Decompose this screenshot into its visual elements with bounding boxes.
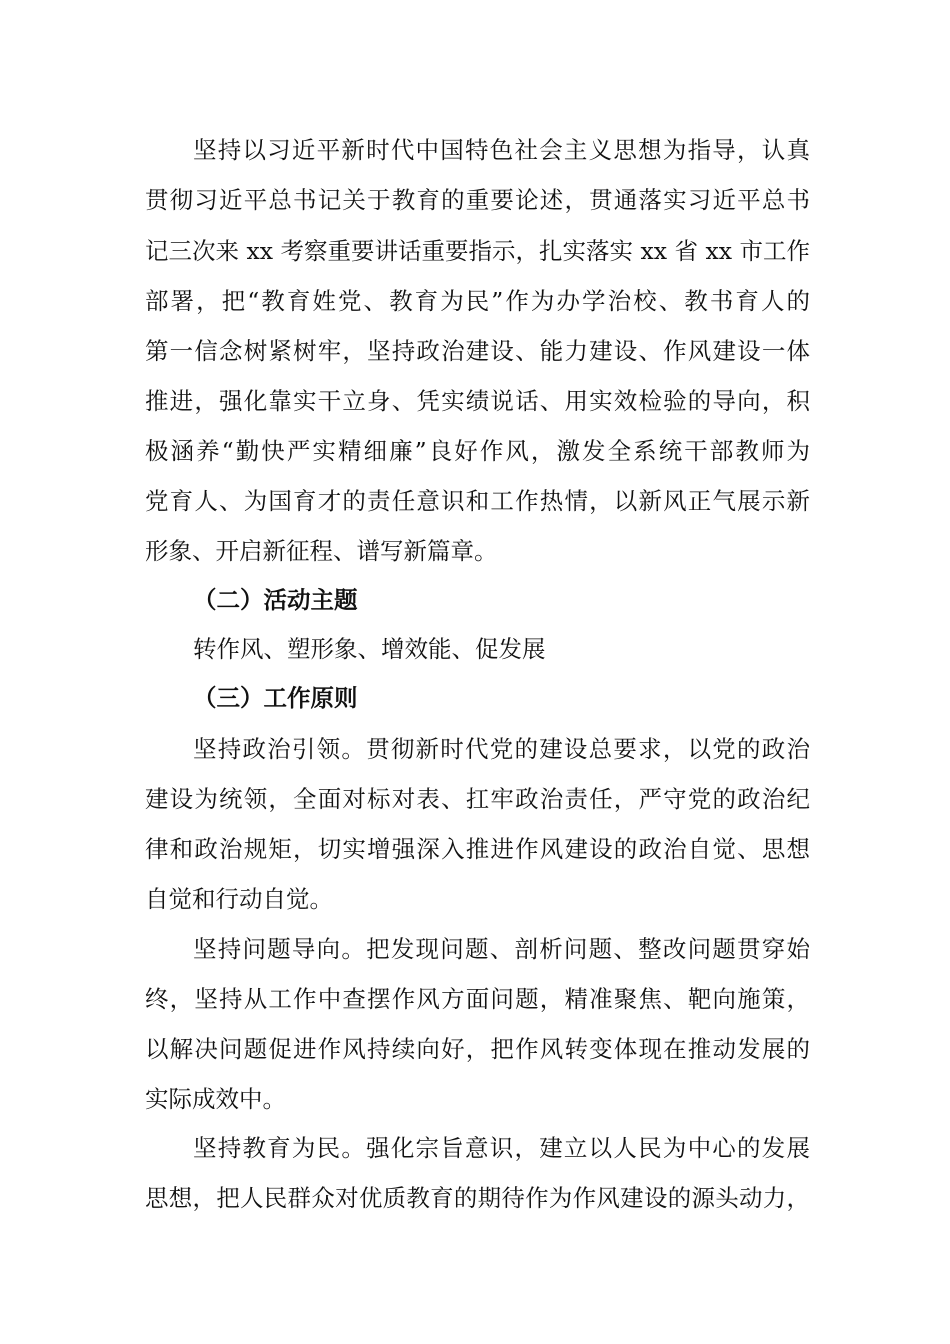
paragraph-line: 记三次来 xx 考察重要讲话重要指示，扎实落实 xx 省 xx 市工作 (145, 237, 810, 265)
paragraph-line: 律和政治规矩，切实增强深入推进作风建设的政治自觉、思想 (145, 835, 810, 863)
paragraph-line: 推进，强化靠实干立身、凭实绩说话、用实效检验的导向，积 (145, 387, 810, 415)
paragraph-line: 终，坚持从工作中查摆作风方面问题，精准聚焦、靶向施策， (145, 985, 810, 1013)
paragraph-line: 建设为统领，全面对标对表、扛牢政治责任，严守党的政治纪 (145, 785, 810, 813)
paragraph-line: 思想，把人民群众对优质教育的期待作为作风建设的源头动力， (145, 1184, 810, 1212)
paragraph-line: 第一信念树紧树牢，坚持政治建设、能力建设、作风建设一体 (145, 337, 810, 365)
paragraph-line: 坚持以习近平新时代中国特色社会主义思想为指导，认真 (193, 136, 810, 164)
section-heading-principles: （三）工作原则 (193, 684, 358, 712)
section-heading-theme: （二）活动主题 (193, 586, 358, 614)
paragraph-line: 极涵养“勤快严实精细廉”良好作风，激发全系统干部教师为 (145, 437, 810, 465)
paragraph-line: 自觉和行动自觉。 (145, 885, 333, 913)
paragraph-line: 坚持政治引领。贯彻新时代党的建设总要求，以党的政治 (193, 735, 810, 763)
paragraph-line: 形象、开启新征程、谱写新篇章。 (145, 537, 498, 565)
paragraph-line: 实际成效中。 (145, 1085, 286, 1113)
paragraph-line: 坚持问题导向。把发现问题、剖析问题、整改问题贯穿始 (193, 935, 810, 963)
theme-text: 转作风、塑形象、增效能、促发展 (193, 635, 546, 663)
paragraph-line: 以解决问题促进作风持续向好，把作风转变体现在推动发展的 (145, 1035, 810, 1063)
paragraph-line: 部署，把“教育姓党、教育为民”作为办学治校、教书育人的 (145, 287, 810, 315)
paragraph-line: 坚持教育为民。强化宗旨意识，建立以人民为中心的发展 (193, 1134, 810, 1162)
paragraph-line: 贯彻习近平总书记关于教育的重要论述，贯通落实习近平总书 (145, 186, 810, 214)
paragraph-line: 党育人、为国育才的责任意识和工作热情，以新风正气展示新 (145, 487, 810, 515)
